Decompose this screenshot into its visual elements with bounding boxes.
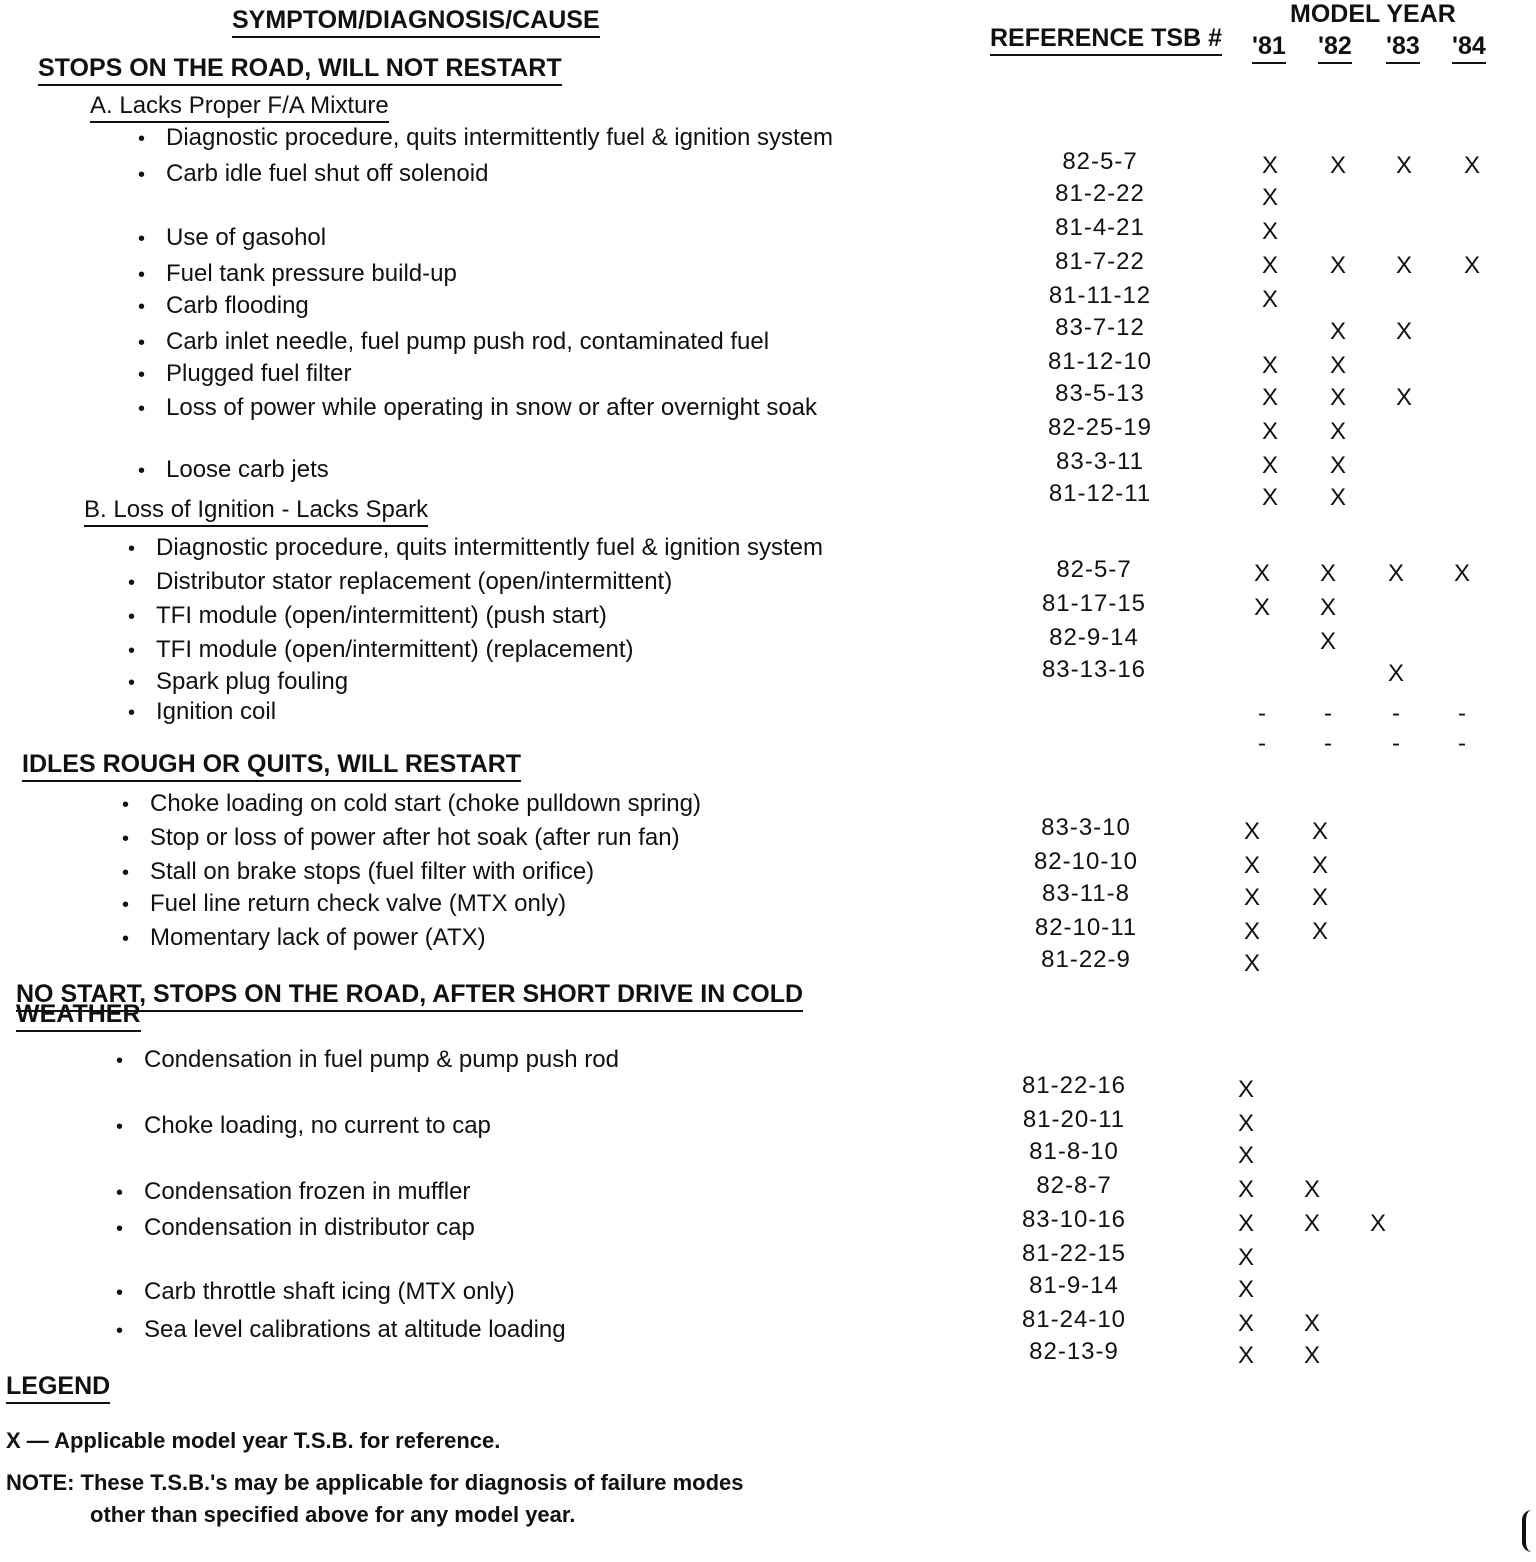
bullet-icon: • [122,928,130,950]
applicable-mark: X [1303,1342,1320,1369]
list-item-label: Sea level calibrations at altitude loading [144,1316,566,1343]
bullet-icon: • [122,862,130,884]
reference-tsb-value: 81-8-10 [1029,1138,1119,1165]
applicable-mark: X [1329,418,1346,445]
list-item [122,790,701,818]
list-item-label: Loss of power while operating in snow or after overnight soak [166,394,818,421]
bullet-icon: • [122,794,130,816]
list-item-label: Carb inlet needle, fuel pump push rod, contaminated fuel [166,328,770,355]
list-item-label: TFI module (open/intermittent) (replacement) [156,636,634,663]
legend-title: LEGEND [6,1372,110,1404]
applicable-mark: X [1329,384,1346,411]
applicable-mark: X [1463,252,1480,279]
applicable-mark: X [1311,818,1328,845]
reference-tsb-value: 83-5-13 [1055,380,1145,407]
bullet-icon: • [138,296,146,318]
reference-tsb-value: 82-10-10 [1033,848,1139,875]
bullet-icon: • [138,228,146,250]
applicable-mark: X [1237,1142,1254,1169]
list-item-label: Fuel tank pressure build-up [166,260,457,287]
list-item-label: Distributor stator replacement (open/intermittent) [156,568,673,595]
section-title-idles-rough: IDLES ROUGH OR QUITS, WILL RESTART [22,750,521,782]
applicable-mark: X [1243,852,1260,879]
not-applicable-mark: - [1324,700,1332,727]
list-item-label: Condensation frozen in muffler [144,1178,471,1205]
reference-tsb-value: 83-3-10 [1041,814,1131,841]
list-item-label: Carb idle fuel shut off solenoid [166,160,489,187]
reference-tsb-value: 83-13-16 [1041,656,1147,683]
bullet-icon: • [138,460,146,482]
reference-tsb-value: 81-22-9 [1041,946,1131,973]
applicable-mark: X [1237,1244,1254,1271]
list-item-label: Fuel line return check valve (MTX only) [150,890,567,917]
applicable-mark: X [1329,252,1346,279]
not-applicable-mark: - [1392,700,1400,727]
list-item [138,292,309,320]
reference-tsb-value: 81-17-15 [1041,590,1147,617]
bullet-icon: • [128,672,136,694]
applicable-mark: X [1329,452,1346,479]
applicable-mark: X [1463,152,1480,179]
applicable-mark: X [1261,184,1278,211]
list-item-label: Choke loading, no current to cap [144,1112,491,1139]
applicable-mark: X [1303,1210,1320,1237]
list-item-label: Loose carb jets [166,456,329,483]
reference-tsb-value: 82-5-7 [1062,148,1138,175]
list-item [128,534,823,562]
page-title: SYMPTOM/DIAGNOSIS/CAUSE [232,6,600,38]
year-81-header: '81 [1252,32,1286,64]
applicable-mark: X [1243,884,1260,911]
bullet-icon: • [116,1282,124,1304]
applicable-mark: X [1303,1176,1320,1203]
applicable-mark: X [1237,1342,1254,1369]
list-item [128,636,634,664]
applicable-mark: X [1243,918,1260,945]
applicable-mark: X [1261,384,1278,411]
list-item-label: Carb throttle shaft icing (MTX only) [144,1278,515,1305]
list-item [128,602,607,630]
applicable-mark: X [1395,384,1412,411]
applicable-mark: X [1329,152,1346,179]
bullet-icon: • [138,164,146,186]
list-item [116,1214,475,1242]
list-item [116,1278,515,1306]
not-applicable-mark: - [1258,700,1266,727]
list-item [122,890,566,918]
list-item [138,260,457,288]
list-item [122,824,680,852]
reference-tsb-value: 83-11-8 [1042,880,1130,907]
bullet-icon: • [128,538,136,560]
reference-tsb-value: 82-8-7 [1036,1172,1112,1199]
applicable-mark: X [1319,594,1336,621]
bullet-icon: • [138,128,146,150]
not-applicable-mark: - [1392,730,1400,757]
bullet-icon: • [116,1218,124,1240]
list-item [128,698,276,726]
applicable-mark: X [1237,1076,1254,1103]
reference-tsb-value: 81-24-10 [1021,1306,1127,1333]
subsection-title-b: B. Loss of Ignition - Lacks Spark [84,496,428,527]
bullet-icon: • [128,606,136,628]
model-year-label: MODEL YEAR [1290,0,1456,28]
list-item [138,224,326,252]
bullet-icon: • [116,1116,124,1138]
reference-tsb-value: 81-2-22 [1055,180,1145,207]
reference-tsb-value: 81-9-14 [1029,1272,1119,1299]
reference-tsb-value: 83-10-16 [1021,1206,1127,1233]
list-item-label: Ignition coil [156,698,277,725]
applicable-mark: X [1329,352,1346,379]
not-applicable-mark: - [1258,730,1266,757]
reference-tsb-value: 81-7-22 [1055,248,1145,275]
reference-tsb-header: REFERENCE TSB # [990,24,1222,56]
applicable-mark: X [1261,286,1278,313]
legend-note-line2: other than specified above for any model year. [90,1502,576,1527]
list-item [138,456,329,484]
applicable-mark: X [1311,884,1328,911]
applicable-mark: X [1237,1210,1254,1237]
bullet-icon: • [138,332,146,354]
reference-tsb-value: 81-11-12 [1048,282,1152,309]
list-item [138,394,817,422]
applicable-mark: X [1395,152,1412,179]
applicable-mark: X [1329,318,1346,345]
reference-tsb-value: 82-13-9 [1029,1338,1119,1365]
list-item [138,160,488,188]
applicable-mark: X [1237,1176,1254,1203]
applicable-mark: X [1395,318,1412,345]
reference-tsb-value: 81-22-16 [1021,1072,1127,1099]
list-item-label: Stop or loss of power after hot soak (after run fan) [150,824,680,851]
section-title-no-start-line1: NO START, STOPS ON THE ROAD, AFTER SHORT DRIVE IN COLD [16,980,803,1012]
list-item [116,1046,619,1074]
year-84-header: '84 [1452,32,1486,64]
list-item [138,360,351,388]
applicable-mark: X [1261,452,1278,479]
applicable-mark: X [1453,560,1470,587]
reference-tsb-value: 81-22-15 [1021,1240,1127,1267]
applicable-mark: X [1319,628,1336,655]
bullet-icon: • [138,398,146,420]
applicable-mark: X [1253,560,1270,587]
applicable-mark: X [1261,418,1278,445]
bullet-icon: • [138,264,146,286]
applicable-mark: X [1237,1276,1254,1303]
list-item-label: Stall on brake stops (fuel filter with orifice) [150,858,595,885]
applicable-mark: X [1261,252,1278,279]
reference-tsb-value: 81-12-11 [1048,480,1152,507]
list-item-label: TFI module (open/intermittent) (push start) [156,602,607,629]
list-item [138,124,833,152]
list-item-label: Choke loading on cold start (choke pulldown spring) [150,790,701,817]
list-item [116,1178,470,1206]
list-item [138,328,769,356]
applicable-mark: X [1319,560,1336,587]
list-item-label: Condensation in fuel pump & pump push rod [144,1046,619,1073]
bullet-icon: • [128,640,136,662]
list-item-label: Diagnostic procedure, quits intermittently fuel & ignition system [166,124,833,151]
bullet-icon: • [138,364,146,386]
list-item-label: Condensation in distributor cap [144,1214,475,1241]
reference-tsb-value: 81-12-10 [1047,348,1153,375]
section-title-stops-on-road: STOPS ON THE ROAD, WILL NOT RESTART [38,54,562,86]
list-item [128,668,348,696]
not-applicable-mark: - [1458,700,1466,727]
reference-tsb-value: 82-5-7 [1056,556,1132,583]
bullet-icon: • [128,572,136,594]
list-item-label: Momentary lack of power (ATX) [150,924,486,951]
list-item [128,568,672,596]
bullet-icon: • [116,1050,124,1072]
applicable-mark: X [1243,950,1260,977]
applicable-mark: X [1243,818,1260,845]
list-item [116,1112,491,1140]
list-item-label: Use of gasohol [166,224,327,251]
applicable-mark: X [1253,594,1270,621]
applicable-mark: X [1303,1310,1320,1337]
reference-tsb-value: 81-20-11 [1022,1106,1126,1133]
list-item [116,1316,566,1344]
year-82-header: '82 [1318,32,1352,64]
not-applicable-mark: - [1458,730,1466,757]
bullet-icon: • [116,1182,124,1204]
reference-tsb-value: 82-25-19 [1047,414,1153,441]
applicable-mark: X [1329,484,1346,511]
list-item [122,858,594,886]
reference-tsb-value: 83-7-12 [1055,314,1145,341]
reference-tsb-value: 82-9-14 [1049,624,1139,651]
applicable-mark: X [1261,484,1278,511]
section-title-no-start-line2: WEATHER [16,1000,141,1032]
applicable-mark: X [1387,560,1404,587]
page-edge-mark [1522,1510,1536,1552]
list-item-label: Plugged fuel filter [166,360,352,387]
legend-x-definition: X — Applicable model year T.S.B. for reference. [6,1428,501,1453]
bullet-icon: • [116,1320,124,1342]
applicable-mark: X [1261,218,1278,245]
applicable-mark: X [1237,1310,1254,1337]
list-item-label: Diagnostic procedure, quits intermittently fuel & ignition system [156,534,823,561]
list-item-label: Spark plug fouling [156,668,349,695]
list-item-label: Carb flooding [166,292,309,319]
applicable-mark: X [1395,252,1412,279]
applicable-mark: X [1261,352,1278,379]
bullet-icon: • [128,702,136,724]
applicable-mark: X [1311,918,1328,945]
applicable-mark: X [1311,852,1328,879]
year-83-header: '83 [1386,32,1420,64]
reference-tsb-value: 82-10-11 [1034,914,1138,941]
subsection-title-a: A. Lacks Proper F/A Mixture [90,92,389,123]
applicable-mark: X [1387,660,1404,687]
reference-tsb-value: 83-3-11 [1056,448,1144,475]
applicable-mark: X [1261,152,1278,179]
list-item [122,924,486,952]
reference-tsb-value: 81-4-21 [1055,214,1145,241]
bullet-icon: • [122,894,130,916]
not-applicable-mark: - [1324,730,1332,757]
applicable-mark: X [1237,1110,1254,1137]
legend-note-line1: NOTE: These T.S.B.'s may be applicable for diagnosis of failure modes [6,1470,744,1495]
applicable-mark: X [1369,1210,1386,1237]
bullet-icon: • [122,828,130,850]
